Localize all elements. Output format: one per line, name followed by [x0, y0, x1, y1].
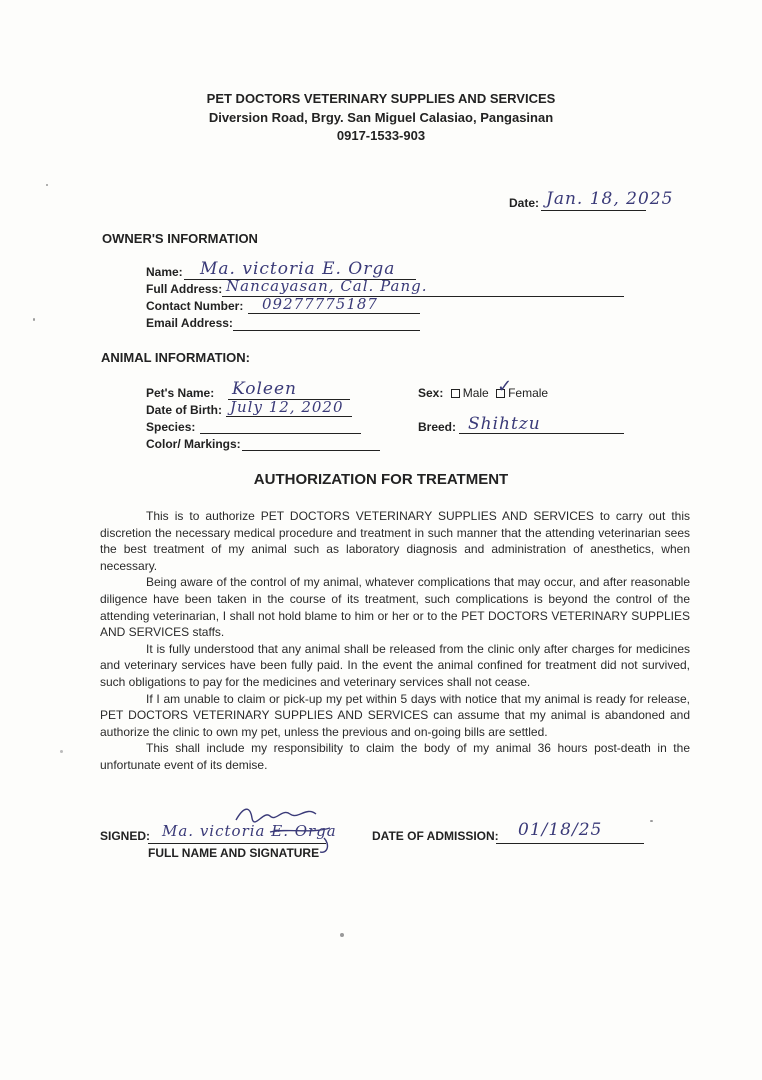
admission-line — [496, 843, 644, 844]
dob-line — [226, 416, 352, 417]
authorization-paragraph: This shall include my responsibility to claim the body of my animal 36 hours post-death in the unfortunate event of its demise. — [100, 741, 690, 772]
checkmark-icon: ✓ — [497, 376, 513, 398]
animal-section-title: ANIMAL INFORMATION: — [101, 350, 250, 365]
owner-name-value: Ma. victoria E. Orga — [200, 259, 396, 279]
date-value: Jan. 18, 2025 — [546, 189, 674, 209]
pet-name-label: Pet's Name: — [146, 386, 215, 400]
signed-value: Ma. victoria E. Orga — [162, 822, 337, 840]
sex-label: Sex: — [418, 386, 444, 400]
owner-name-label: Name: — [146, 265, 183, 279]
owner-address-label: Full Address: — [146, 282, 223, 296]
dob-value: July 12, 2020 — [230, 398, 344, 416]
owner-email-label: Email Address: — [146, 316, 233, 330]
breed-value: Shihtzu — [468, 414, 541, 434]
authorization-paragraph: It is fully understood that any animal shall be released from the clinic only after charges for medicines and veterinary services have been fully paid. In the event the animal confined for treatment did not survived, such obligations to pay for the medicines and veterinary services shall not cease. — [100, 641, 690, 689]
species-label: Species: — [146, 420, 196, 434]
owner-contact-line — [248, 313, 420, 314]
color-label: Color/ Markings: — [146, 437, 241, 451]
breed-label: Breed: — [418, 420, 457, 434]
owner-contact-label: Contact Number: — [146, 299, 244, 313]
male-option-label: Male — [462, 386, 489, 400]
pet-name-value: Koleen — [232, 379, 297, 399]
owner-address-value: Nancayasan, Cal. Pang. — [226, 277, 428, 295]
female-option-label: Female — [508, 386, 549, 400]
sex-field — [418, 376, 549, 400]
female-checkbox[interactable] — [496, 376, 513, 398]
company-phone: 0917-1533-903 — [336, 128, 426, 143]
signed-label: SIGNED: — [100, 829, 151, 843]
admission-value: 01/18/25 — [518, 820, 603, 840]
company-address: Diversion Road, Brgy. San Miguel Calasiao, Pangasinan — [208, 110, 554, 125]
authorization-title: AUTHORIZATION FOR TREATMENT — [253, 471, 509, 488]
company-name: PET DOCTORS VETERINARY SUPPLIES AND SERVICES — [206, 91, 556, 106]
date-label: Date: — [509, 196, 540, 210]
species-line — [200, 433, 361, 434]
scan-speck — [33, 318, 35, 321]
scan-speck — [60, 750, 63, 753]
color-line — [242, 450, 380, 451]
scan-speck — [340, 933, 344, 937]
owner-contact-value: 09277775187 — [262, 295, 378, 313]
owner-email-line — [233, 330, 420, 331]
date-line — [541, 210, 646, 211]
authorization-paragraph: This is to authorize PET DOCTORS VETERINARY SUPPLIES AND SERVICES to carry out this discretion the necessary medical procedure and treatment in such manner that the attending veterinarian sees the best treatment of my animal such as laboratory diagnosis and administration of anesthetics, when necessary. — [100, 509, 690, 573]
admission-label: DATE OF ADMISSION: — [372, 829, 499, 843]
full-name-label: FULL NAME AND SIGNATURE — [148, 846, 320, 860]
authorization-paragraph: If I am unable to claim or pick-up my pet within 5 days with notice that my animal is ready for release, PET DOCTORS VETERINARY SUPPLIES AND SERVICES can assume that my animal is abandoned and authorize the clinic to own my pet, unless the previous and on-going bills are settled. — [100, 691, 690, 739]
scan-speck — [46, 184, 48, 186]
authorization-paragraph: Being aware of the control of my animal, whatever complications that may occur, and after reasonable diligence have been taken in the course of its treatment, such complications is beyond the control of the attending veterinarian, I shall not hold blame to him or her or to the PET DOCTORS VETERINARY SUPPLIES AND SERVICES staffs. — [100, 575, 690, 640]
dob-label: Date of Birth: — [146, 403, 222, 417]
authorization-body — [100, 508, 690, 774]
owner-section-title: OWNER'S INFORMATION — [102, 231, 258, 246]
scan-speck — [650, 820, 653, 822]
male-checkbox[interactable] — [451, 389, 460, 398]
